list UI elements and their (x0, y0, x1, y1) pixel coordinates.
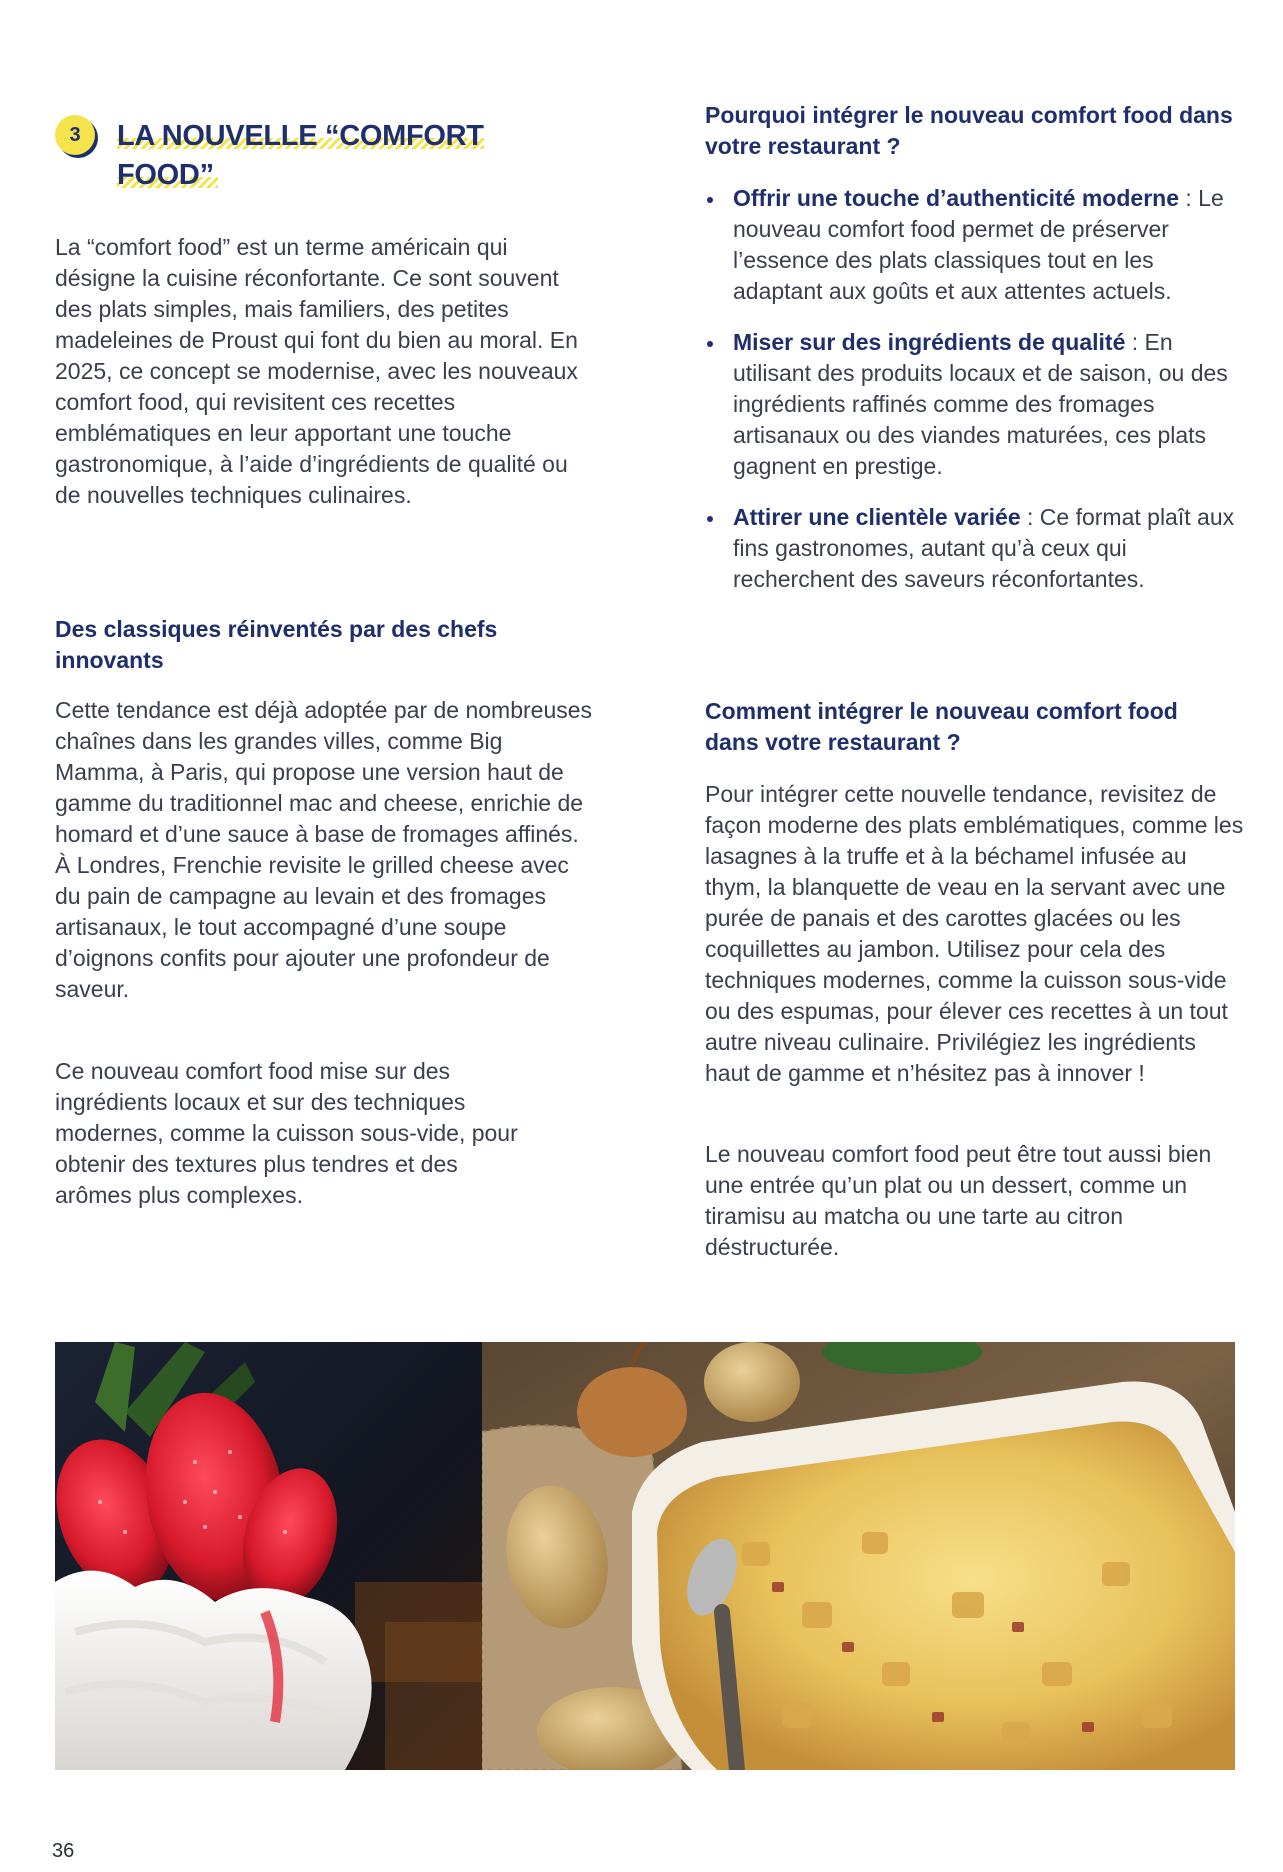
heading-comment: Comment intégrer le nouveau comfort food dans votre restaurant ? (705, 698, 1178, 755)
comment-paragraph-2: Le nouveau comfort food peut être tout aussi bien une entrée qu’un plat ou un dessert, comme un tiramisu au matcha ou une tarte au citron déstructurée. (705, 1141, 1212, 1260)
benefits-list (705, 183, 1245, 595)
classiques-paragraph-1: Cette tendance est déjà adoptée par de nombreuses chaînes dans les grandes villes, comme Big Mamma, à Paris, qui propose une version haut de gamme du traditionnel mac and cheese, enrichie de homard et d’une sauce à base de fromages affinés. À Londres, Frenchie revisite le grilled cheese avec du pain de campagne au levain et des fromages artisanaux, le tout accompagné d’une soupe d’oignons confits pour ajouter une profondeur de saveur. (55, 697, 593, 1002)
subheading-classiques: Des classiques réinventés par des chefs innovants (55, 616, 498, 673)
list-item: Miser sur des ingrédients de qualité : En utilisant des produits locaux et de saison, ou des ingrédients raffinés comme des fromages artisanaux ou des viandes maturées, ces plats gagnent en prestige. (705, 327, 1245, 482)
intro-paragraph: La “comfort food” est un terme américain qui désigne la cuisine réconfortante. Ce sont souvent des plats simples, mais familiers, des petites madeleines de Proust qui font du bien au moral. En 2025, ce concept se modernise, avec les nouveaux comfort food, qui revisitent ces recettes emblématiques en leur apportant une touche gastronomique, à l’aide d’ingrédients de qualité ou de nouvelles techniques culinaires. (55, 234, 578, 508)
list-item: Offrir une touche d’authenticité moderne : Le nouveau comfort food permet de préserver l’essence des plats classiques tout en les adaptant aux goûts et aux attentes actuels. (705, 183, 1245, 307)
list-item: Attirer une clientèle variée : Ce format plaît aux fins gastronomes, autant qu’à ceux qui recherchent des saveurs réconfortantes. (705, 502, 1245, 595)
page-number: 36 (52, 1840, 75, 1862)
comment-paragraph-1: Pour intégrer cette nouvelle tendance, revisitez de façon moderne des plats emblématiques, comme les lasagnes à la truffe et à la béchamel infusée au thym, la blanquette de veau en la servant avec une purée de panais et des carottes glacées ou les coquillettes au jambon. Utilisez pour cela des techniques modernes, comme la cuisson sous-vide ou des espumas, pour élever ces recettes à un tout autre niveau culinaire. Privilégiez les ingrédients haut de gamme et n’hésitez pas à innover ! (705, 781, 1244, 1086)
strawberry-dessert-photo (55, 1342, 482, 1770)
gratin-dish-photo (482, 1342, 1235, 1770)
heading-pourquoi: Pourquoi intégrer le nouveau comfort food dans votre restaurant ? (705, 102, 1233, 159)
classiques-paragraph-2: Ce nouveau comfort food mise sur des ingrédients locaux et sur des techniques modernes, comme la cuisson sous-vide, pour obtenir des textures plus tendres et des arômes plus complexes. (55, 1058, 518, 1208)
section-title: LA NOUVELLE “COMFORT FOOD” (117, 120, 484, 191)
section-number-badge: 3 (55, 115, 95, 155)
